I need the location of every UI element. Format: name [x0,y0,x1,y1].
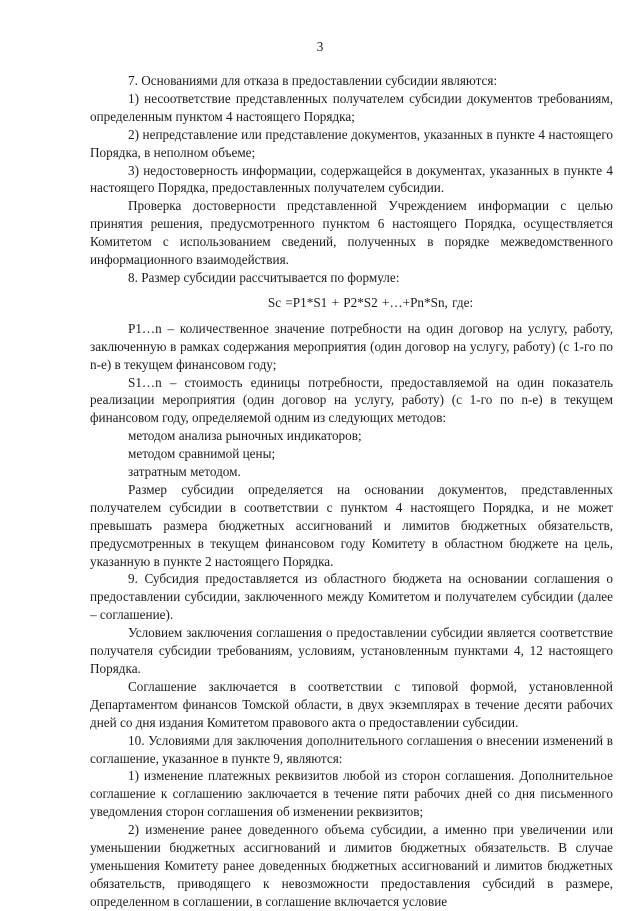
method-item: затратным методом. [128,464,241,480]
paragraph: 1) изменение платежных реквизитов любой из сторон соглашения. Дополнительное соглашение к соглашению заключается в течение пяти рабочих дней со дня письменного уведомления сторон соглашения об изменении реквизитов; [90,768,613,820]
paragraph: Проверка достоверности представленной Учреждением информации с целью принятия решения, предусмотренного пунктом 6 настоящего Порядка, осуществляется Комитетом с использованием сведений, полученных в порядке межведомственного информационного взаимодействия. [90,198,613,268]
document-body [90,72,613,911]
paragraph: Условием заключения соглашения о предоставлении субсидии является соответствие получателя субсидии требованиям, условиям, установленным пунктами 4, 12 настоящего Порядка. [90,625,613,676]
paragraph: Размер субсидии определяется на основании документов, представленных получателем субсидии в соответствии с пунктом 4 настоящего Порядка, и не может превышать размера бюджетных ассигнований и лимитов бюджетных обязательств, предусмотренных в текущем финансовом году Комитету в областном бюджете на цель, указанную в пункте 2 настоящего Порядка. [90,481,613,569]
method-item: методом анализа рыночных индикаторов; [128,428,362,444]
paragraph: P1…n – количественное значение потребности на один договор на услугу, работу, заключенную в рамках содержания мероприятия (один договор на услугу, работу) (с 1-го по n-е) в текущем финансовом году; [90,320,613,372]
formula: Sc =P1*S1 + P2*S2 +…+Pn*Sn, где: [267,294,474,310]
paragraph: 7. Основаниями для отказа в предоставлении субсидии являются: [128,73,498,88]
paragraph: Соглашение заключается в соответствии с типовой формой, установленной Департаментом финансов Томской области, в двух экземплярах в течение десяти рабочих дней со дня издания Комитетом правового акта о предоставлении субсидии. [90,678,613,730]
method-item: методом сравнимой цены; [128,446,276,462]
paragraph: 2) непредставление или представление документов, указанных в пункте 4 настоящего Порядка, в неполном объеме; [90,126,613,160]
paragraph: 2) изменение ранее доведенного объема субсидии, а именно при увеличении или уменьшении бюджетных ассигнований и лимитов бюджетных обязательств. В случае уменьшения Комитету ранее доведенных бюджетных ассигнований и лимитов бюджетных обязательств, приводящего к невозможности предоставления субсидий в размере, определенном в соглашении, в соглашение включается условие [90,822,613,909]
paragraph: 1) несоответствие представленных получателем субсидии документов требованиям, определенным пунктом 4 настоящего Порядка; [90,90,613,124]
paragraph: 8. Размер субсидии рассчитывается по формуле: [128,269,400,285]
page-number: 3 [316,39,324,54]
paragraph: 3) недостоверность информации, содержащейся в документах, указанных в пункте 4 настоящего Порядка, предоставленных получателем субсидии. [90,162,613,196]
paragraph: 10. Условиями для заключения дополнительного соглашения о внесении изменений в соглашение, указанное в пункте 9, являются: [90,732,613,766]
paragraph: S1…n – стоимость единицы потребности, предоставляемой на один показатель реализации мероприятия (один договор на услугу, работу) (с 1-го по n-е) в текущем финансовом году, определяемой одним из следующих методов: [90,374,613,426]
paragraph: 9. Субсидия предоставляется из областного бюджета на основании соглашения о предоставлении субсидии, заключенного между Комитетом и получателем субсидии (далее – соглашение). [90,571,613,623]
